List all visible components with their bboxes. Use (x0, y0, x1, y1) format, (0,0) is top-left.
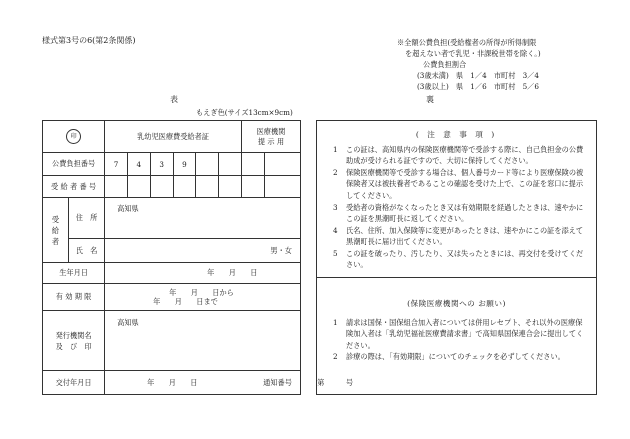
address-label: 住 所 (68, 198, 104, 239)
issued-date-value: 年 月 日 (147, 377, 198, 387)
front-card (42, 120, 354, 395)
medical-institution-cell (241, 121, 300, 153)
payer-digit: 9 (173, 153, 196, 176)
notice-item (333, 248, 586, 271)
issued-date-cell (105, 371, 354, 395)
notice-number: 5 (333, 249, 338, 258)
public-burden-notes (397, 37, 541, 92)
validity-label: 有 効 期 限 (43, 284, 105, 311)
card-title: 乳幼児医療費受給者証 (105, 121, 242, 153)
institution-number: 1 (333, 318, 338, 327)
notice-text: この証は、高知県内の保険医療機関等で受診する際に、自己負担金の公費助成が受けられる証ですので、大切に保持してください。 (346, 145, 584, 166)
notice-number: 3 (333, 203, 338, 212)
notice-text: 氏名、住所、加入保険等に変更があったときは、速やかにこの証を添えて黒潮町長に届け出てください。 (346, 226, 584, 247)
dob-row (43, 262, 301, 283)
validity-row (43, 284, 301, 311)
notice-number-label: 通知番号 (263, 377, 292, 387)
recipient-digit (127, 175, 150, 198)
institution-text: 診療の際は、「有効期限」についてのチェックを必ずしてください。 (346, 352, 565, 361)
issuer-row (43, 311, 301, 371)
public-payer-row (43, 153, 301, 176)
notes-line: ※全額公費負担(受給権者の所得が所得制限 (397, 38, 537, 47)
recipient-digit (196, 175, 219, 198)
recipient-digit (105, 175, 128, 198)
notice-item (333, 225, 586, 248)
issuer-value: 高知県 (105, 311, 301, 371)
gender-value: 男・女 (105, 239, 301, 263)
recipient-digit (219, 175, 242, 198)
name-label: 氏 名 (68, 239, 104, 263)
notice-text: この証を破ったり、汚したり、又は失ったときには、再交付を受けてください。 (346, 249, 584, 270)
payer-digit (241, 153, 264, 176)
medical-institution-line2: 提 示 用 (257, 136, 285, 146)
issuer-label-line2: 及 び 印 (55, 341, 92, 351)
notice-number: 2 (333, 168, 338, 177)
seal-cell (43, 121, 105, 153)
notice-number: 4 (333, 226, 338, 235)
issued-row (43, 371, 301, 395)
notes-line: 公費負担割合 (423, 60, 467, 69)
payer-digit (264, 153, 300, 176)
back-label: 裏 (426, 95, 434, 104)
institution-header: (保険医療機関への お願い) (407, 299, 506, 308)
validity-value (105, 284, 301, 311)
recipient-digit (150, 175, 173, 198)
institution-item (333, 351, 586, 362)
notice-text: 保険医療機関等で受診する場合は、個人番号カード等により医療保険の被保険者又は被扶養者であることの確認を受けた上で、この証を窓口に提示してください。 (346, 168, 584, 200)
notice-item (333, 167, 586, 201)
notes-line: を超えない者で乳児・非課税世帯を除く。) (405, 49, 541, 58)
payer-digit: 3 (150, 153, 173, 176)
dob-value: 年 月 日 (105, 262, 301, 283)
notice-number: 1 (333, 145, 338, 154)
notes-line: (3歳未満) 県 1／4 市町村 3／4 (417, 71, 539, 80)
issuer-label-line1: 発行機関名 (55, 330, 92, 340)
back-divider (317, 277, 596, 278)
seal-icon: 印 (66, 129, 81, 144)
public-payer-label: 公費負担番号 (43, 153, 105, 176)
recipient-group-label: 受給者 (43, 198, 69, 262)
institution-number: 2 (333, 352, 338, 361)
payer-digit: 7 (105, 153, 128, 176)
notice-header: ( 注 意 事 項 ) (415, 130, 498, 139)
address-value: 高知県 (105, 198, 301, 239)
notice-item (333, 202, 586, 225)
validity-from: 年 月 日から (169, 287, 234, 297)
dob-label: 生年月日 (43, 262, 105, 283)
payer-digit: 4 (127, 153, 150, 176)
validity-until: 年 月 日まで (153, 297, 218, 307)
recipient-digit (173, 175, 196, 198)
address-row (43, 198, 301, 239)
form-number: 様式第3号の6(第2条関係) (42, 36, 136, 45)
payer-digit (219, 153, 242, 176)
notice-item (333, 144, 586, 167)
recipient-number-label: 受 給 者 番 号 (43, 175, 105, 198)
issued-date-label: 交付年月日 (43, 371, 105, 395)
color-size-note: もえぎ色(サイズ13cm×9cm) (196, 108, 293, 117)
issuer-label (43, 311, 105, 371)
notice-text: 受給者の資格がなくなったとき又は有効期限を経過したときは、速やかにこの証を黒潮町長に返してください。 (346, 203, 584, 224)
front-label: 表 (170, 95, 178, 104)
back-card (316, 120, 597, 395)
recipient-digit (264, 175, 300, 198)
notes-line: (3歳以上) 県 1／6 市町村 5／6 (417, 82, 539, 91)
medical-institution-line1: 医療機関 (256, 126, 286, 136)
title-row (43, 121, 301, 153)
notice-number-suffix: 第 号 (317, 377, 354, 387)
recipient-digit (241, 175, 264, 198)
payer-digit (196, 153, 219, 176)
institution-text: 請求は国保・国保組合加入者については併用レセプト、それ以外の医療保険加入者は「乳幼児福祉医療費請求書」で高知県国保連合会に提出してください。 (346, 318, 584, 350)
recipient-number-row (43, 175, 301, 198)
institution-item (333, 317, 586, 351)
name-row (43, 239, 301, 263)
